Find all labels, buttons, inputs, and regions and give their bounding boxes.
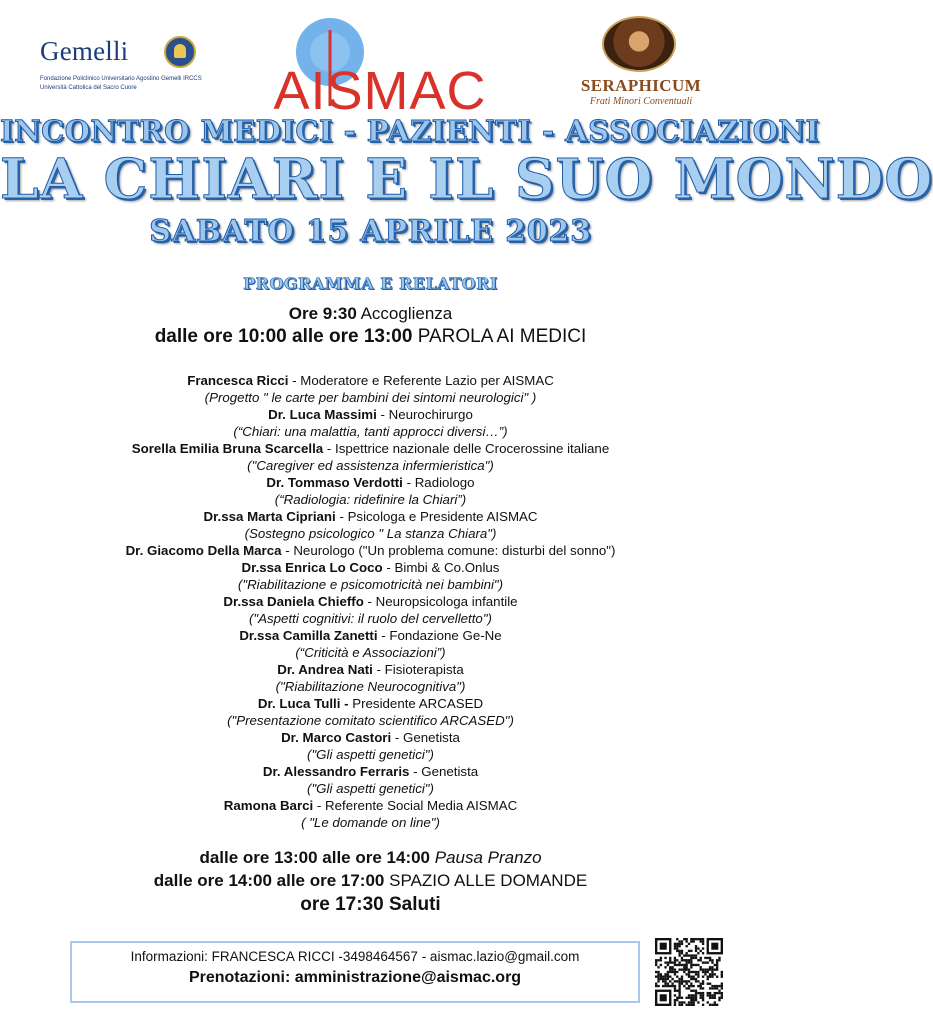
aismac-logo-name: AISMAC [273,61,487,121]
speaker-name: Francesca Ricci [187,373,289,388]
speaker-line [0,525,741,542]
speaker-talk-title: (“Chiari: una malattia, tanti approcci diversi…”) [233,424,508,439]
speaker-role: - Fondazione Ge-Ne [377,628,502,643]
seraphicum-logo-subtitle: Frati Minori Conventuali [589,96,693,107]
speaker-talk-title: (Progetto " le carte per bambini dei sintomi neurologici" ) [204,390,537,405]
program-heading: PROGRAMMA E RELATORI [243,274,498,293]
speaker-line [0,423,741,440]
speaker-role: - Radiologo [402,475,475,490]
speaker-line [0,542,741,559]
speaker-name: Dr.ssa Enrica Lo Coco [241,560,383,575]
speaker-role: - Neurologo ("Un problema comune: disturbi del sonno") [281,543,616,558]
info-contact: Informazioni: FRANCESCA RICCI -3498464567 - aismac.lazio@gmail.com [130,949,580,964]
schedule-lunch-time: dalle ore 13:00 alle ore 14:00 [199,848,431,867]
speaker-name: Dr. Alessandro Ferraris [262,764,410,779]
speaker-role: - Neurochirurgo [376,407,473,422]
schedule-questions-text: SPAZIO ALLE DOMANDE [384,871,588,890]
speaker-talk-title: ("Riabilitazione Neurocognitiva") [275,679,466,694]
speaker-talk-title: ("Aspetti cognitivi: il ruolo del cervelletto") [249,611,492,626]
speaker-name: Dr.ssa Marta Cipriani [203,509,336,524]
speaker-talk-title: ("Riabilitazione e psicomotricità nei bambini") [237,577,504,592]
speaker-line [0,729,741,746]
speaker-line [0,644,741,661]
info-box [70,941,640,1003]
speaker-talk-title: ("Caregiver ed assistenza infermieristica") [247,458,494,473]
speaker-line [0,695,741,712]
schedule-lunch-text: Pausa Pranzo [430,848,542,867]
speaker-line [0,712,741,729]
speaker-role: Presidente ARCASED [348,696,484,711]
speaker-line [0,746,741,763]
schedule-doctors [0,326,741,348]
gemelli-logo-name: Gemelli [40,36,129,66]
speaker-talk-title: ("Gli aspetti genetici") [307,781,434,796]
speaker-name: Sorella Emilia Bruna Scarcella [131,441,324,456]
info-booking-text: Prenotazioni: amministrazione@aismac.org [188,969,522,986]
gemelli-logo-line2: Università Cattolica del Sacro Cuore [40,85,137,91]
speaker-role: - Ispettrice nazionale delle Crocerossine italiane [323,441,610,456]
speaker-talk-title: (“Criticità e Associazioni”) [295,645,446,660]
speaker-name: Dr. Luca Massimi [268,407,377,422]
schedule-lunch [0,848,741,868]
speaker-name: Dr.ssa Camilla Zanetti [239,628,378,643]
speaker-line [0,780,741,797]
event-type-title: INCONTRO MEDICI - PAZIENTI - ASSOCIAZIONI [0,114,820,148]
speaker-name: Dr. Andrea Nati [277,662,373,677]
schedule-closing-text: ore 17:30 Saluti [300,894,441,915]
speaker-name: Dr. Tommaso Verdotti [266,475,403,490]
gemelli-logo-line1: Fondazione Policlinico Universitario Agostino Gemelli IRCCS [40,76,202,82]
university-seal-icon [164,36,196,68]
speaker-name: Ramona Barci [223,798,314,813]
schedule-doctors-text: PAROLA AI MEDICI [412,326,587,347]
speaker-name: Dr. Luca Tulli - [257,696,349,711]
speaker-role: - Referente Social Media AISMAC [313,798,518,813]
speaker-line [0,559,741,576]
speaker-talk-title: (“Radiologia: ridefinire la Chiari”) [274,492,467,507]
speaker-talk-title: (Sostegno psicologico " La stanza Chiara") [244,526,497,541]
speakers-list [0,372,741,831]
info-booking [72,969,638,987]
speaker-role: - Bimbi & Co.Onlus [382,560,500,575]
gemelli-logo [36,34,216,96]
schedule-welcome-text: Accoglienza [356,304,453,323]
qr-code-icon[interactable] [655,938,723,1006]
speaker-role: - Fisioterapista [372,662,464,677]
speaker-line [0,372,741,389]
speaker-role: - Psicologa e Presidente AISMAC [335,509,538,524]
speaker-name: Dr. Giacomo Della Marca [125,543,282,558]
speaker-line [0,576,741,593]
speaker-line [0,814,741,831]
speaker-line [0,593,741,610]
speaker-line [0,661,741,678]
schedule-welcome-time: Ore 9:30 [288,304,357,323]
speaker-line [0,678,741,695]
seraphicum-logo [566,14,716,112]
schedule-questions-time: dalle ore 14:00 alle ore 17:00 [153,871,385,890]
speaker-line [0,406,741,423]
schedule-welcome [0,304,741,324]
speaker-line [0,457,741,474]
speaker-role: - Genetista [409,764,479,779]
speaker-line [0,491,741,508]
speaker-line [0,440,741,457]
speaker-role: - Neuropsicologa infantile [363,594,518,609]
event-main-title: LA CHIARI E IL SUO MONDO [0,146,933,211]
speaker-talk-title: ("Presentazione comitato scientifico ARCASED") [227,713,514,728]
speaker-line [0,508,741,525]
speaker-line [0,763,741,780]
speaker-name: Dr. Marco Castori [281,730,392,745]
speaker-talk-title: ( "Le domande on line") [301,815,440,830]
speaker-line [0,474,741,491]
event-date: SABATO 15 APRILE 2023 [149,214,592,249]
aismac-logo [268,14,492,121]
speaker-line [0,627,741,644]
saint-portrait-icon [602,16,676,72]
speaker-role: - Moderatore e Referente Lazio per AISMAC [288,373,554,388]
schedule-closing [0,894,741,916]
speaker-line [0,389,741,406]
speaker-line [0,610,741,627]
speaker-role: - Genetista [391,730,460,745]
speaker-talk-title: ("Gli aspetti genetici") [307,747,434,762]
schedule-doctors-time: dalle ore 10:00 alle ore 13:00 [154,326,413,347]
schedule-questions [0,871,741,891]
seraphicum-logo-name: SERAPHICUM [580,76,702,95]
speaker-name: Dr.ssa Daniela Chieffo [223,594,364,609]
speaker-line [0,797,741,814]
